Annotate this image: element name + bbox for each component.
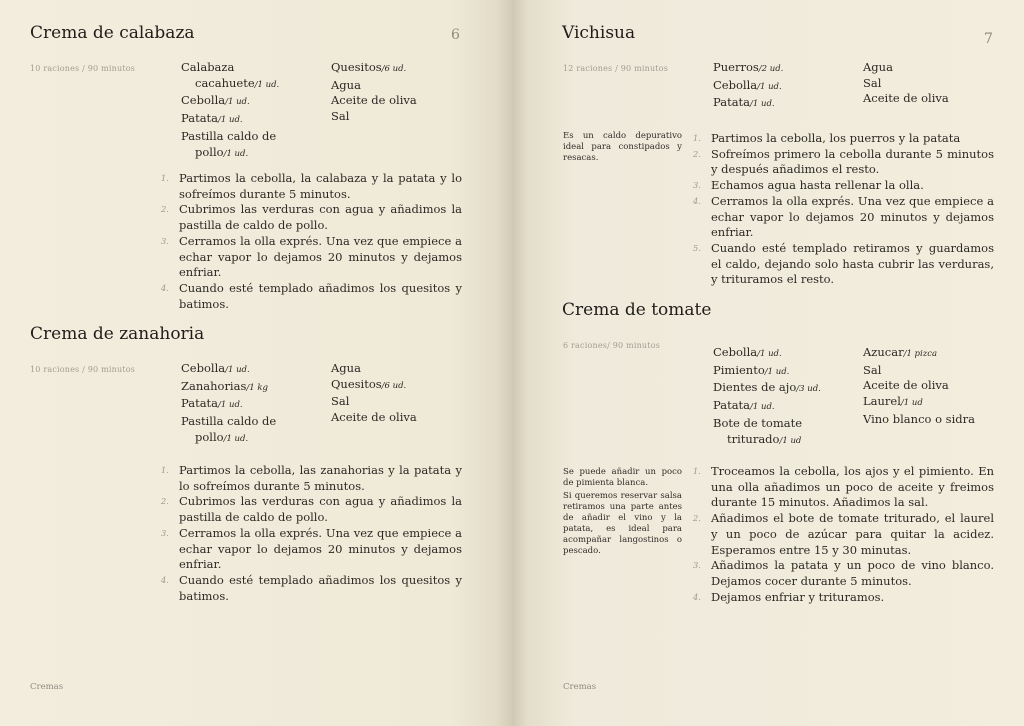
ingredient-item: Cebolla/1 ud. bbox=[181, 361, 250, 375]
ingredient-item: Agua bbox=[863, 60, 893, 74]
step-item: 4. Cerramos la olla exprés. Una vez que empiece a echar vapor lo dejamos 20 minutos y dejamos enfriar. bbox=[692, 193, 994, 240]
step-item: 3. Echamos agua hasta rellenar la olla. bbox=[692, 178, 924, 193]
page-number: 7 bbox=[984, 31, 993, 47]
step-item: 3. Cerramos la olla exprés. Una vez que empiece a echar vapor lo dejamos 20 minutos y dejamos enfriar. bbox=[160, 525, 462, 572]
recipe-title-tomate: Crema de tomate bbox=[562, 300, 712, 320]
recipe-meta: 6 raciones/ 90 minutos bbox=[563, 341, 661, 350]
step-item: 3. Añadimos la patata y un poco de vino blanco. Dejamos cocer durante 5 minutos. bbox=[692, 558, 994, 588]
ingredient-item: Cebolla/1 ud. bbox=[713, 345, 782, 359]
ingredients-col-2 bbox=[331, 60, 461, 125]
side-note: Si queremos reservar salsa retiramos una parte antes de añadir el vino y la patata, es ideal para acompañar langostinos o pescado. bbox=[563, 491, 682, 556]
ingredient-item: Cebolla/1 ud. bbox=[713, 77, 782, 92]
step-item: 2. Añadimos el bote de tomate triturado, el laurel y un poco de azúcar para quitar la acidez. Esperamos entre 15 y 30 minutas. bbox=[692, 511, 994, 557]
ingredients-col-1 bbox=[713, 345, 853, 449]
ingredient-item: Patata/1 ud. bbox=[713, 95, 775, 110]
step-item: 5. Cuando esté templado retiramos y guardamos el caldo, dejando solo hasta cubrir las verduras, y trituramos el resto. bbox=[692, 240, 994, 287]
ingredient-item: Pimiento/1 ud. bbox=[713, 362, 790, 377]
page-footer: Cremas bbox=[30, 682, 64, 692]
ingredient-item: Laurel/1 ud bbox=[863, 394, 923, 409]
ingredient-item: Zanahorias/1 kg bbox=[181, 378, 268, 393]
step-item: 1. Partimos la cebolla, las zanahorias y la patata y lo sofreímos durante 5 minutos. bbox=[160, 463, 462, 493]
ingredient-item: Sal bbox=[331, 394, 350, 409]
ingredient-item: Aceite de oliva bbox=[331, 410, 417, 425]
ingredient-item: Pastilla caldo de pollo/1 ud. bbox=[181, 414, 277, 444]
step-item: 2. Cubrimos las verduras con agua y añadimos la pastilla de caldo de pollo. bbox=[160, 202, 462, 233]
right-page bbox=[512, 0, 1024, 726]
ingredient-item: Aceite de oliva bbox=[863, 378, 949, 393]
steps-list bbox=[160, 171, 462, 312]
ingredient-item: Sal bbox=[863, 75, 882, 90]
step-item: 4. Dejamos enfriar y trituramos. bbox=[692, 589, 885, 604]
ingredients-col-1 bbox=[181, 361, 299, 448]
step-item: 4. Cuando esté templado añadimos los quesitos y batimos. bbox=[160, 280, 462, 311]
ingredient-item: Aceite de oliva bbox=[331, 93, 417, 108]
step-item: 1. Troceamos la cebolla, los ajos y el pimiento. En una olla añadimos un poco de aceite y freimos durante 15 minutos. Añadimos la sal. bbox=[692, 464, 994, 510]
side-note: Se puede añadir un poco de pimienta blanca. bbox=[563, 467, 682, 488]
ingredients-col-1 bbox=[713, 60, 843, 113]
steps-list bbox=[160, 463, 462, 604]
recipe-title-zanahoria: Crema de zanahoria bbox=[30, 324, 205, 344]
ingredient-item: Quesitos/6 ud. bbox=[331, 376, 407, 391]
steps-list bbox=[692, 464, 994, 605]
ingredient-item: Dientes de ajo/3 ud. bbox=[713, 380, 821, 395]
step-item: 1. Partimos la cebolla, los puerros y la patata bbox=[692, 131, 961, 145]
ingredient-item: Bote de tomate triturado/1 ud bbox=[713, 415, 803, 446]
recipe-meta: 10 raciones / 90 minutos bbox=[30, 365, 136, 374]
step-item: 2. Cubrimos las verduras con agua y añadimos la pastilla de caldo de pollo. bbox=[160, 494, 462, 525]
ingredient-item: Patata/1 ud. bbox=[181, 111, 243, 126]
ingredient-item: Patata/1 ud. bbox=[713, 398, 775, 413]
recipe-meta: 12 raciones / 90 minutos bbox=[563, 64, 669, 73]
ingredient-item: Aceite de oliva bbox=[863, 91, 949, 106]
ingredient-item: Cebolla/1 ud. bbox=[181, 93, 250, 108]
ingredient-item: Calabaza cacahuete/1 ud. bbox=[181, 60, 280, 90]
page-footer: Cremas bbox=[563, 682, 597, 692]
side-note: Es un caldo depurativo ideal para constipados y resacas. bbox=[563, 131, 682, 163]
ingredient-item: Pastilla caldo de pollo/1 ud. bbox=[181, 128, 277, 159]
ingredient-item: Azucar/1 pizca bbox=[863, 345, 938, 359]
ingredient-item: Patata/1 ud. bbox=[181, 396, 243, 411]
recipe-title-calabaza: Crema de calabaza bbox=[30, 23, 195, 43]
ingredients-col-1 bbox=[181, 60, 299, 162]
step-item: 1. Partimos la cebolla, la calabaza y la patata y lo sofreímos durante 5 minutos. bbox=[160, 171, 462, 201]
ingredients-col-2 bbox=[863, 60, 993, 107]
recipe-title-vichisua: Vichisua bbox=[562, 23, 636, 43]
ingredient-item: Puerros/2 ud. bbox=[713, 60, 784, 74]
ingredient-item: Quesitos/6 ud. bbox=[331, 60, 407, 74]
ingredient-item: Vino blanco o sidra bbox=[863, 411, 975, 426]
step-item: 3. Cerramos la olla exprés. Una vez que empiece a echar vapor lo dejamos 20 minutos y dejamos enfriar. bbox=[160, 233, 462, 280]
ingredients-col-2 bbox=[863, 345, 998, 428]
ingredient-item: Sal bbox=[863, 362, 882, 377]
ingredients-col-2 bbox=[331, 361, 461, 426]
ingredient-item: Agua bbox=[331, 77, 361, 92]
recipe-meta: 10 raciones / 90 minutos bbox=[30, 64, 136, 73]
step-item: 2. Sofreímos primero la cebolla durante 5 minutos y después añadimos el resto. bbox=[692, 146, 994, 177]
steps-list bbox=[692, 131, 994, 288]
step-item: 4. Cuando esté templado añadimos los quesitos y batimos. bbox=[160, 572, 462, 603]
ingredient-item: Agua bbox=[331, 361, 361, 375]
ingredient-item: Sal bbox=[331, 109, 350, 124]
page-number: 6 bbox=[451, 27, 460, 43]
